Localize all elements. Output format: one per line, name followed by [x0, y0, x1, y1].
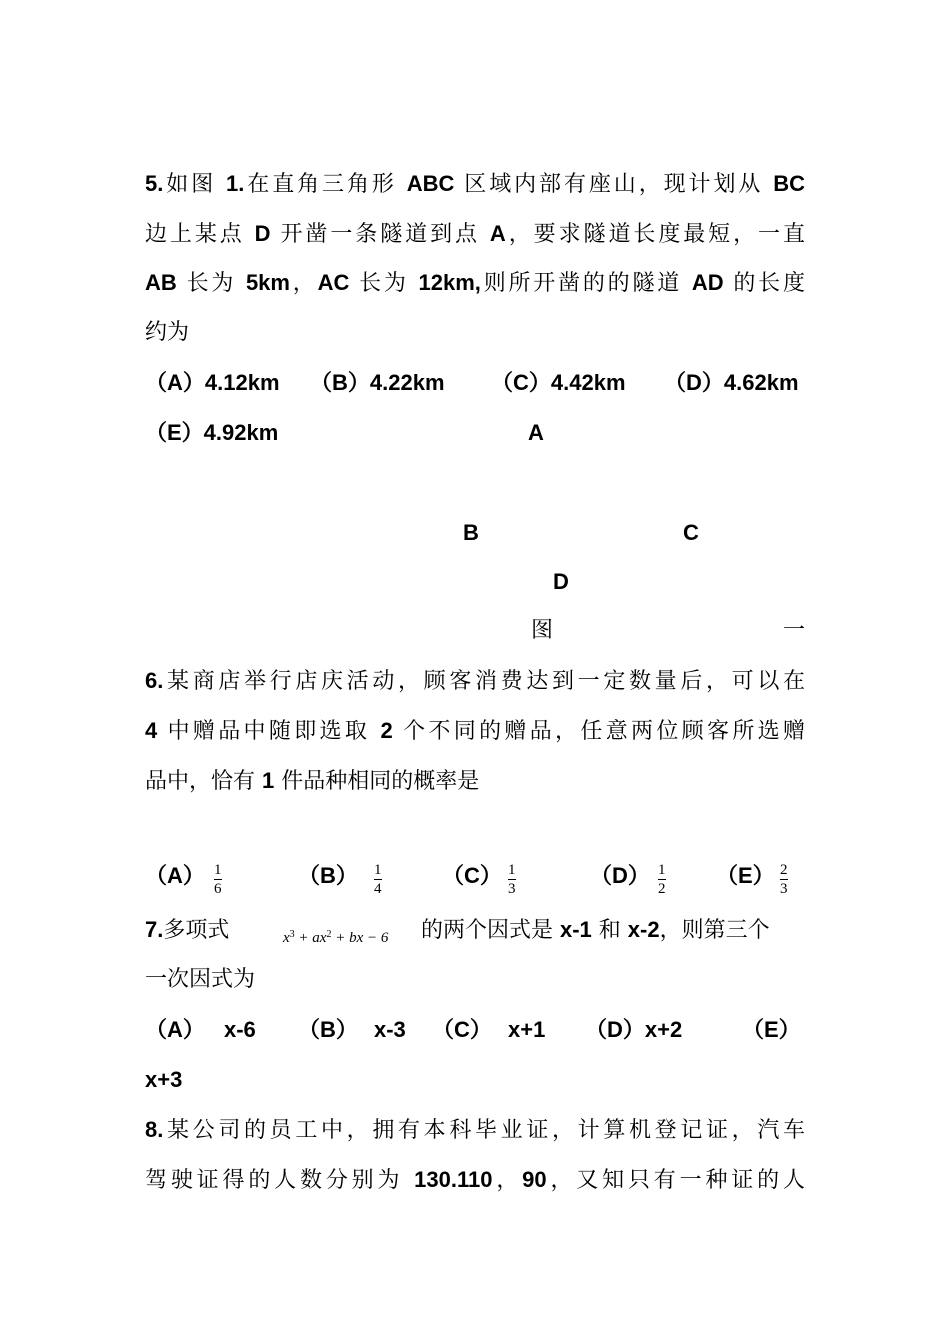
- term: 12km,: [418, 270, 481, 295]
- text: 则所开凿的的隧道: [480, 271, 692, 296]
- text: ，则第三个: [659, 918, 770, 943]
- denominator: 6: [214, 881, 222, 897]
- text: ，: [492, 1168, 523, 1193]
- q6-option-b-fraction: [374, 862, 382, 898]
- term: + bx − 6: [331, 930, 389, 946]
- q7-prefix: [145, 915, 229, 946]
- q6-option-d-fraction: [658, 862, 666, 898]
- figure-label-b: B: [463, 520, 479, 545]
- q7-option-d[interactable]: （D）x+2: [585, 1017, 683, 1042]
- figure-caption-right: 一: [783, 618, 806, 643]
- figure-caption-left: 图: [531, 618, 554, 643]
- denominator: 4: [374, 881, 382, 897]
- text: 的长度: [723, 271, 805, 296]
- term: 5km: [245, 270, 290, 295]
- text: 个不同的赠品，任意两位顾客所选赠: [392, 719, 805, 744]
- figure-label-c: C: [683, 520, 699, 545]
- term: x-1: [560, 917, 592, 942]
- q5-option-c[interactable]: （C）4.42km: [491, 370, 626, 395]
- figure-label-a: A: [528, 420, 544, 445]
- q7-line-2: [145, 965, 805, 995]
- term: BC: [773, 171, 805, 196]
- q7-option-e-label[interactable]: （E）: [742, 1017, 801, 1042]
- q5-option-d[interactable]: （D）4.62km: [664, 370, 799, 395]
- term: 4: [145, 718, 158, 743]
- denominator: 3: [780, 881, 788, 897]
- text: 如图: [163, 172, 227, 197]
- q6-option-a-fraction: [214, 862, 222, 898]
- text: 区域内部有座山，现计划从: [454, 172, 774, 197]
- q6-number: 6.: [145, 668, 164, 693]
- text: 品中，恰有: [145, 769, 262, 794]
- q6-option-e-fraction: [780, 862, 788, 898]
- figure-ref: 1.: [226, 171, 245, 196]
- term: AB: [145, 270, 177, 295]
- q6-option-e[interactable]: （E）: [716, 863, 775, 888]
- text: 某公司的员工中，拥有本科毕业证，计算机登记证，汽车: [163, 1118, 805, 1143]
- text: ，又知只有一种证的人: [546, 1168, 805, 1193]
- q5-option-b[interactable]: （B）4.22km: [310, 370, 445, 395]
- term: 2: [380, 718, 393, 743]
- text: 驾驶证得的人数分别为: [145, 1168, 415, 1193]
- q6-option-c[interactable]: （C）: [442, 863, 502, 888]
- numerator: 1: [214, 862, 222, 878]
- q7-option-b-value[interactable]: x-3: [374, 1017, 406, 1042]
- numerator: 1: [374, 862, 382, 878]
- text: ，要求隧道长度最短，一直: [505, 222, 805, 247]
- term: + ax: [294, 930, 327, 946]
- q5-line-3: [145, 268, 805, 299]
- exponent: 2: [326, 929, 332, 940]
- q8-number: 8.: [145, 1117, 164, 1142]
- denominator: 2: [658, 881, 666, 897]
- term: 90: [522, 1167, 547, 1192]
- term: 1: [262, 768, 275, 793]
- q7-number: 7.: [145, 917, 164, 942]
- text: 长为: [349, 271, 419, 296]
- q7-suffix: [421, 915, 770, 946]
- exponent: 3: [289, 929, 295, 940]
- text: 约为: [145, 320, 190, 345]
- q5-option-a[interactable]: （A）4.12km: [145, 370, 280, 395]
- term: D: [254, 221, 271, 246]
- q7-option-e-value[interactable]: x+3: [145, 1067, 183, 1092]
- term: ABC: [406, 171, 455, 196]
- denominator: 3: [508, 881, 516, 897]
- numerator: 1: [658, 862, 666, 878]
- text: 开凿一条隧道到点: [270, 222, 490, 247]
- q5-line-4: [145, 318, 805, 348]
- q6-option-d[interactable]: （D）: [590, 863, 650, 888]
- term: x-2: [627, 917, 660, 942]
- q7-option-a-value[interactable]: x-6: [224, 1017, 256, 1042]
- q7-option-a-label[interactable]: （A）: [145, 1017, 205, 1042]
- term: AC: [317, 270, 350, 295]
- q7-option-c-label[interactable]: （C）: [432, 1017, 492, 1042]
- text: 中赠品中随即选取: [157, 719, 381, 744]
- q5-number: 5.: [145, 171, 164, 196]
- q6-option-c-fraction: [508, 862, 516, 898]
- q7-option-b-label[interactable]: （B）: [298, 1017, 358, 1042]
- q5-line-1: [145, 169, 805, 200]
- q6-option-b[interactable]: （B）: [298, 863, 358, 888]
- figure-label-d: D: [553, 569, 569, 594]
- numerator: 2: [780, 862, 788, 878]
- text: 长为: [176, 271, 246, 296]
- text: 的两个因式是: [421, 918, 560, 943]
- text: 件品种相同的概率是: [274, 769, 480, 794]
- q5-line-2: [145, 219, 805, 250]
- term: 130.110: [414, 1167, 493, 1192]
- q6-line-2: [145, 716, 805, 747]
- term: AD: [691, 270, 724, 295]
- text: 在直角三角形: [244, 172, 407, 197]
- q8-line-1: [145, 1115, 805, 1146]
- q7-polynomial: [283, 929, 388, 947]
- q6-line-3: [145, 766, 805, 797]
- numerator: 1: [508, 862, 516, 878]
- term: A: [489, 221, 506, 246]
- q8-line-2: [145, 1165, 805, 1196]
- q6-option-a[interactable]: （A）: [145, 863, 205, 888]
- q7-option-c-value[interactable]: x+1: [508, 1017, 546, 1042]
- text: 边上某点: [145, 222, 255, 247]
- text: 一次因式为: [145, 967, 256, 992]
- q6-line-1: [145, 666, 805, 697]
- term: x: [283, 930, 290, 946]
- text: 某商店举行店庆活动，顾客消费达到一定数量后，可以在: [163, 669, 805, 694]
- text: 多项式: [163, 918, 230, 943]
- q5-option-e[interactable]: （E）4.92km: [145, 420, 279, 445]
- text: 和: [591, 918, 628, 943]
- text: ，: [289, 271, 318, 296]
